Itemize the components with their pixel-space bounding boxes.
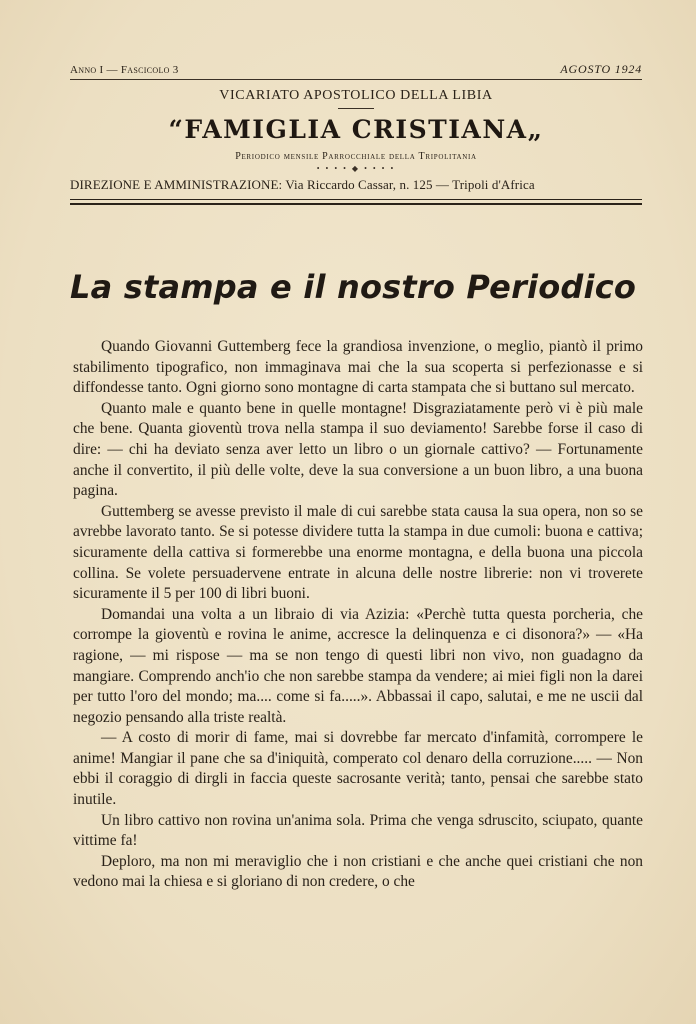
publisher-line: VICARIATO APOSTOLICO DELLA LIBIA <box>219 88 493 103</box>
address-line: DIREZIONE E AMMINISTRAZIONE: Via Riccardo Cassar, n. 125 — Tripoli d'Africa <box>70 177 535 192</box>
article-title: La stampa e il nostro Periodico <box>70 268 637 306</box>
article-body <box>73 337 643 893</box>
header-rule <box>70 79 642 80</box>
double-rule <box>70 199 642 205</box>
paragraph: Quando Giovanni Guttemberg fece la grandiosa invenzione, o meglio, piantò il primo stabilimento tipografico, non immaginava mai che la sua scoperta si perfezionasse e si diffondesse tanto. Ogni giorno sono montagne di carta stampata che si buttano sul mercato. <box>73 338 643 397</box>
paragraph: Un libro cattivo non rovina un'anima sola. Prima che venga sdruscito, sciupato, quante vittime fa! <box>73 811 643 850</box>
issue-number: Anno I — Fascicolo 3 <box>70 64 179 76</box>
ornament-divider: • • • • ◆ • • • • <box>316 164 396 173</box>
masthead-subtitle: Periodico mensile Parrocchiale della Tripolitania <box>235 151 477 162</box>
paragraph: — A costo di morir di fame, mai si dovrebbe far mercato d'infamità, corrompere le anime! Mangiar il pane che sa d'iniquità, comperato col denaro della corruzione..... — Non ebbi il coraggio di dirgli in faccia queste sacrosante verità; tanto, pensai che sarebbe stato inutile. <box>73 729 643 809</box>
issue-header <box>70 62 642 77</box>
short-divider <box>338 108 374 109</box>
issue-date: AGOSTO 1924 <box>560 62 642 76</box>
paragraph: Quanto male e quanto bene in quelle montagne! Disgraziatamente però vi è più male che bene. Quanta gioventù trova nella stampa il suo deviamento! Sarebbe forse il caso di dire: — chi ha deviato senza aver letto un libro o un giornale cattivo? — Fortunamente anche il convertito, il più delle volte, deve la sua conversione a un buon libro, a una buona pagina. <box>73 399 643 500</box>
paragraph: Domandai una volta a un libraio di via Azizia: «Perchè tutta questa porcheria, che corrompe la gioventù e rovina le anime, accresce la delinquenza e ci disonora?» — «Ha ragione, — mi rispose — ma se non tengo di questi libri non vivo, non guadagno da mangiare. Comprendo anch'io che non sarebbe stampa da vendere; ai miei figli non la darei per tutto l'oro del mondo; ma.... come si fa.....». Abbassai il capo, salutai, e me ne uscii dal negozio pensando alla triste realtà. <box>73 605 643 726</box>
paragraph: Guttemberg se avesse previsto il male di cui sarebbe stata causa la sua opera, non so se avrebbe lavorato tanto. Se si potesse dividere tutta la stampa in due cumoli: buona e cattiva; sicuramente della cattiva si formerebbe una enorme montagna, e della buona una piccola collina. Se volete persuadervene entrate in alcuna delle nostre librerie: non vi troverete sicuramente il 5 per 100 di libri buoni. <box>73 502 643 603</box>
paragraph: Deploro, ma non mi meraviglio che i non cristiani e che anche quei cristiani che non vedono mai la chiesa e si gloriano di non credere, o che <box>73 852 643 891</box>
masthead-title: “FAMIGLIA CRISTIANA„ <box>168 115 544 144</box>
